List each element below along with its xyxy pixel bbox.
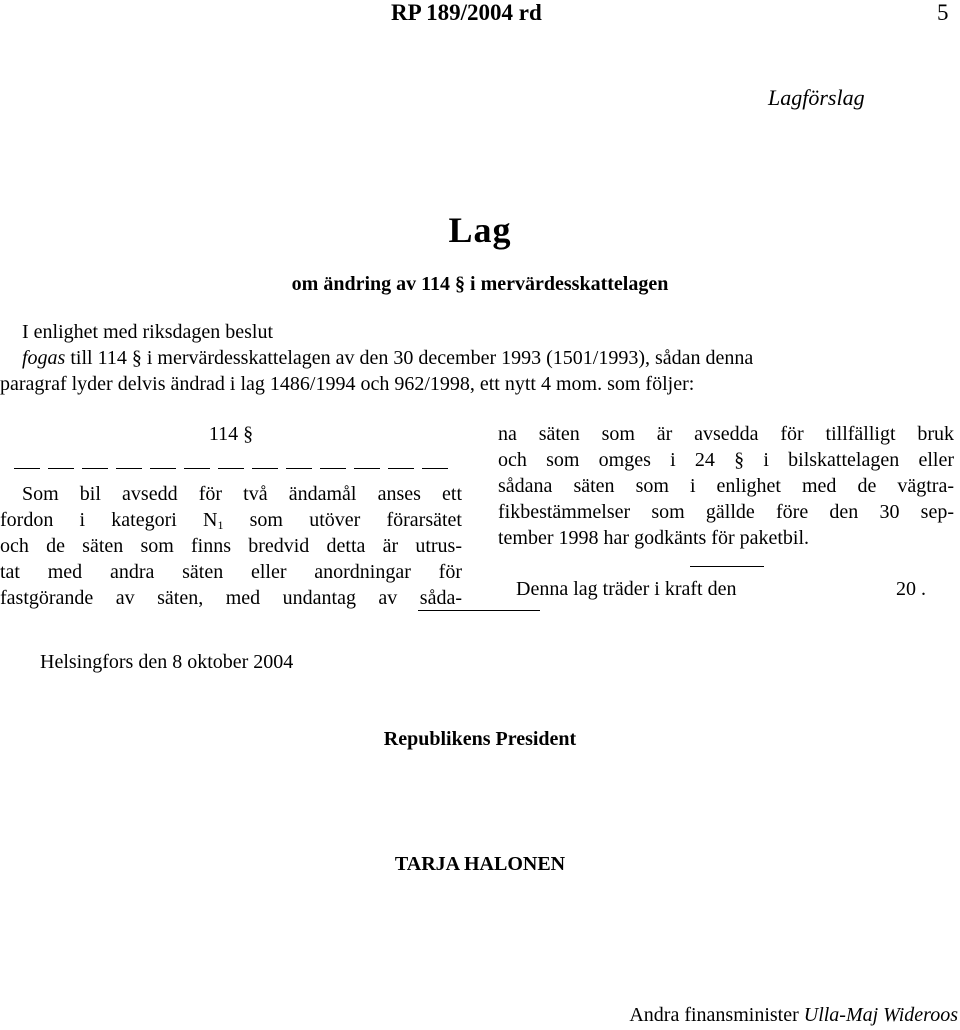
dash-mark	[218, 468, 244, 469]
dash-mark	[252, 468, 278, 469]
preamble-line-2-rest: till 114 § i mervärdesskattelagen av den 30 december 1993 (1501/1993), sådan denna	[65, 347, 754, 369]
preamble-line-2	[0, 345, 960, 371]
right-column	[498, 421, 954, 551]
left-column	[0, 421, 462, 611]
right-line-3: sådana säten som i enlighet med de vägtra-	[498, 475, 954, 497]
para-line-2	[0, 507, 462, 533]
dash-mark	[184, 468, 210, 469]
dash-mark	[354, 468, 380, 469]
preamble-line-3: paragraf lyder delvis ändrad i lag 1486/1994 och 962/1998, ett nytt 4 mom. som följer:	[0, 373, 695, 395]
law-title: Lag	[448, 210, 512, 250]
minister-name: Ulla-Maj Wideroos	[803, 1004, 958, 1026]
dash-mark	[14, 468, 40, 469]
minister-role: Andra finansminister	[629, 1004, 804, 1026]
right-line-2: och som omges i 24 § i bilskattelagen eller	[498, 449, 954, 471]
para-line-1: Som bil avsedd för två ändamål anses ett	[22, 483, 462, 505]
para-line-2-tail: som utöver förarsätet	[223, 509, 462, 531]
president-name: TARJA HALONEN	[394, 853, 566, 875]
dash-mark	[116, 468, 142, 469]
document-reference: RP 189/2004 rd	[391, 0, 542, 25]
para-line-2-head: fordon i kategori N	[0, 509, 218, 531]
dash-mark	[82, 468, 108, 469]
law-subtitle: om ändring av 114 § i mervärdesskattelagen	[291, 273, 669, 295]
president-title: Republikens President	[383, 728, 577, 750]
para-line-3: och de säten som finns bredvid detta är utrus-	[0, 535, 462, 557]
dash-mark	[422, 468, 448, 469]
para-line-5: fastgörande av säten, med undantag av såda-	[0, 587, 462, 609]
preamble	[0, 319, 960, 397]
section-heading: 114 §	[208, 423, 254, 445]
law-end-rule	[418, 610, 540, 611]
omitted-text-dashes	[0, 447, 462, 481]
effective-date-year: 20 .	[896, 578, 926, 600]
dash-mark	[320, 468, 346, 469]
right-line-4: fikbestämmelser som gällde före den 30 sep-	[498, 501, 954, 523]
document-kind: Lagförslag	[768, 85, 865, 110]
place-and-date: Helsingfors den 8 oktober 2004	[40, 651, 294, 673]
dash-mark	[286, 468, 312, 469]
right-line-5: tember 1998 har godkänts för paketbil.	[498, 527, 810, 549]
section-end-rule	[690, 566, 764, 567]
preamble-line-1: I enlighet med riksdagen beslut	[22, 321, 274, 343]
dash-mark	[48, 468, 74, 469]
preamble-italic-word: fogas	[22, 347, 66, 369]
right-line-1: na säten som är avsedda för tillfälligt bruk	[498, 423, 954, 445]
category-subscript: 1	[217, 518, 224, 532]
minister-signature	[629, 1002, 958, 1028]
page-number: 5	[937, 0, 949, 25]
dash-mark	[150, 468, 176, 469]
effective-date-text: Denna lag träder i kraft den	[516, 578, 737, 600]
dash-mark	[388, 468, 414, 469]
para-line-4: tat med andra säten eller anordningar för	[0, 561, 462, 583]
